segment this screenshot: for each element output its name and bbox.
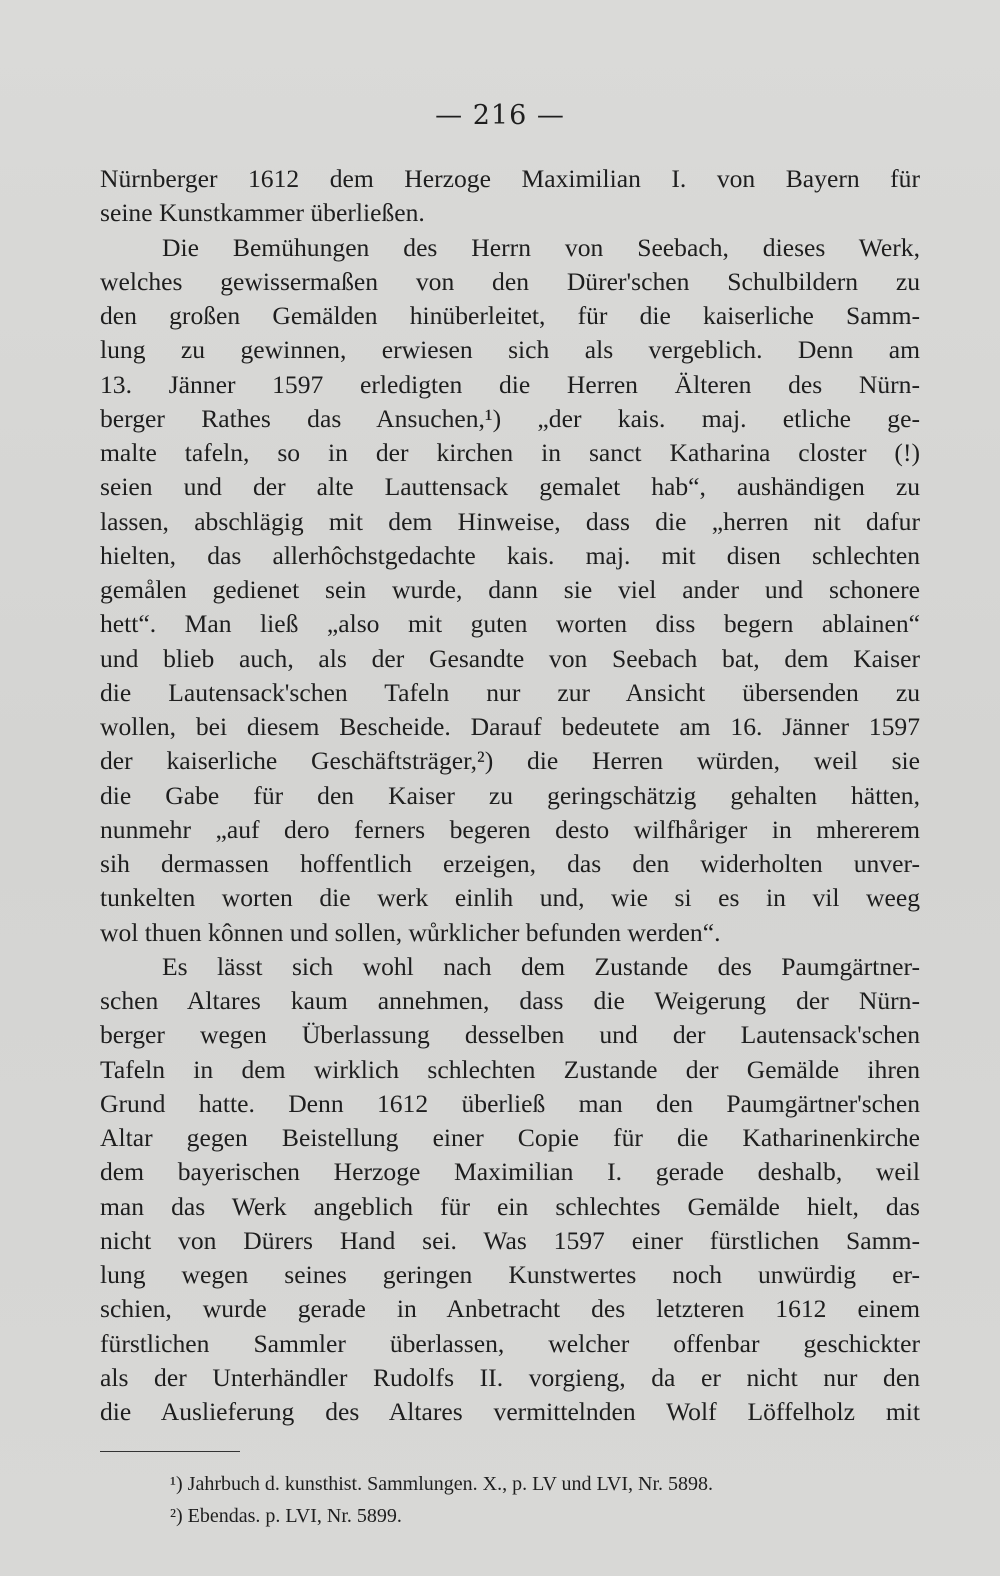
text-line: nicht von Dürers Hand sei. Was 1597 einer fürstlichen Samm- xyxy=(100,1225,920,1255)
text-line: gemålen gedienet sein wurde, dann sie viel ander und schonere xyxy=(100,575,920,604)
text-line: schien, wurde gerade in Anbetracht des letzteren 1612 einem xyxy=(100,1294,920,1324)
text-line: berger wegen Überlassung desselben und der Lautensack'schen xyxy=(100,1020,920,1050)
text-line: und blieb auch, als der Gesandte von Seebach bat, dem Kaiser xyxy=(100,643,920,673)
text-line: Die Bemühungen des Herrn von Seebach, dieses Werk, xyxy=(162,232,920,262)
text-line: man das Werk angeblich für ein schlechtes Gemälde hielt, das xyxy=(100,1191,920,1221)
text-line: Tafeln in dem wirklich schlechten Zustande der Gemälde ihren xyxy=(100,1054,920,1084)
footnotes xyxy=(170,1468,950,1532)
text-line: die Lautensack'schen Tafeln nur zur Ansicht übersenden zu xyxy=(100,677,920,707)
page-number: — 216 — xyxy=(435,100,565,131)
footnote-1: ¹) Jahrbuch d. kunsthist. Sammlungen. X., p. LV und LVI, Nr. 5898. xyxy=(170,1473,714,1495)
footnote-2: ²) Ebendas. p. LVI, Nr. 5899. xyxy=(170,1505,402,1527)
text-line: dem bayerischen Herzoge Maximilian I. gerade deshalb, weil xyxy=(100,1157,920,1187)
text-line: welches gewissermaßen von den Dürer'schen Schulbildern zu xyxy=(100,266,920,296)
text-line: Es lässt sich wohl nach dem Zustande des Paumgärtner- xyxy=(162,951,920,981)
text-line: berger Rathes das Ansuchen,¹) „der kais. maj. etliche ge- xyxy=(100,403,920,433)
text-line: schen Altares kaum annehmen, dass die Weigerung der Nürn- xyxy=(100,986,920,1015)
text-line: fürstlichen Sammler überlassen, welcher offenbar geschickter xyxy=(100,1328,920,1358)
body-text xyxy=(100,162,920,1429)
text-line: die Auslieferung des Altares vermittelnden Wolf Löffelholz mit xyxy=(100,1397,920,1426)
text-line: lassen, abschlägig mit dem Hinweise, dass die „herren nit dafur xyxy=(100,506,920,536)
text-line: seine Kunstkammer überließen. xyxy=(100,198,425,228)
text-line: seien und der alte Lauttensack gemalet hab“, aushändigen zu xyxy=(100,472,920,502)
text-line: tunkelten worten die werk einlih und, wie si es in vil weeg xyxy=(100,883,920,913)
text-line: wollen, bei diesem Bescheide. Darauf bedeutete am 16. Jänner 1597 xyxy=(100,712,920,741)
footnote-divider xyxy=(100,1451,240,1452)
text-line: Nürnberger 1612 dem Herzoge Maximilian I. von Bayern für xyxy=(100,164,920,193)
text-line: als der Unterhändler Rudolfs II. vorgieng, da er nicht nur den xyxy=(100,1362,920,1392)
text-line: 13. Jänner 1597 erledigten die Herren Älteren des Nürn- xyxy=(100,369,920,399)
text-line: wol thuen kônnen und sollen, wůrklicher befunden werden“. xyxy=(100,917,721,947)
text-line: sih dermassen hoffentlich erzeigen, das den widerholten unver- xyxy=(100,849,920,878)
text-line: lung wegen seines geringen Kunstwertes noch unwürdig er- xyxy=(100,1260,920,1289)
text-line: Grund hatte. Denn 1612 überließ man den Paumgärtner'schen xyxy=(100,1088,920,1118)
text-line: lung zu gewinnen, erwiesen sich als vergeblich. Denn am xyxy=(100,335,920,365)
text-line: malte tafeln, so in der kirchen in sanct Katharina closter (!) xyxy=(100,438,920,467)
text-line: nunmehr „auf dero ferners begeren desto wilfhåriger in mhererem xyxy=(100,814,920,844)
text-line: Altar gegen Beistellung einer Copie für die Katharinenkirche xyxy=(100,1123,920,1152)
text-line: die Gabe für den Kaiser zu geringschätzig gehalten hätten, xyxy=(100,780,920,810)
text-line: der kaiserliche Geschäftsträger,²) die Herren würden, weil sie xyxy=(100,746,920,776)
text-line: hielten, das allerhôchstgedachte kais. maj. mit disen schlechten xyxy=(100,540,920,570)
text-line: den großen Gemälden hinüberleitet, für die kaiserliche Samm- xyxy=(100,301,920,330)
text-line: hett“. Man ließ „also mit guten worten diss begern ablainen“ xyxy=(100,609,920,639)
